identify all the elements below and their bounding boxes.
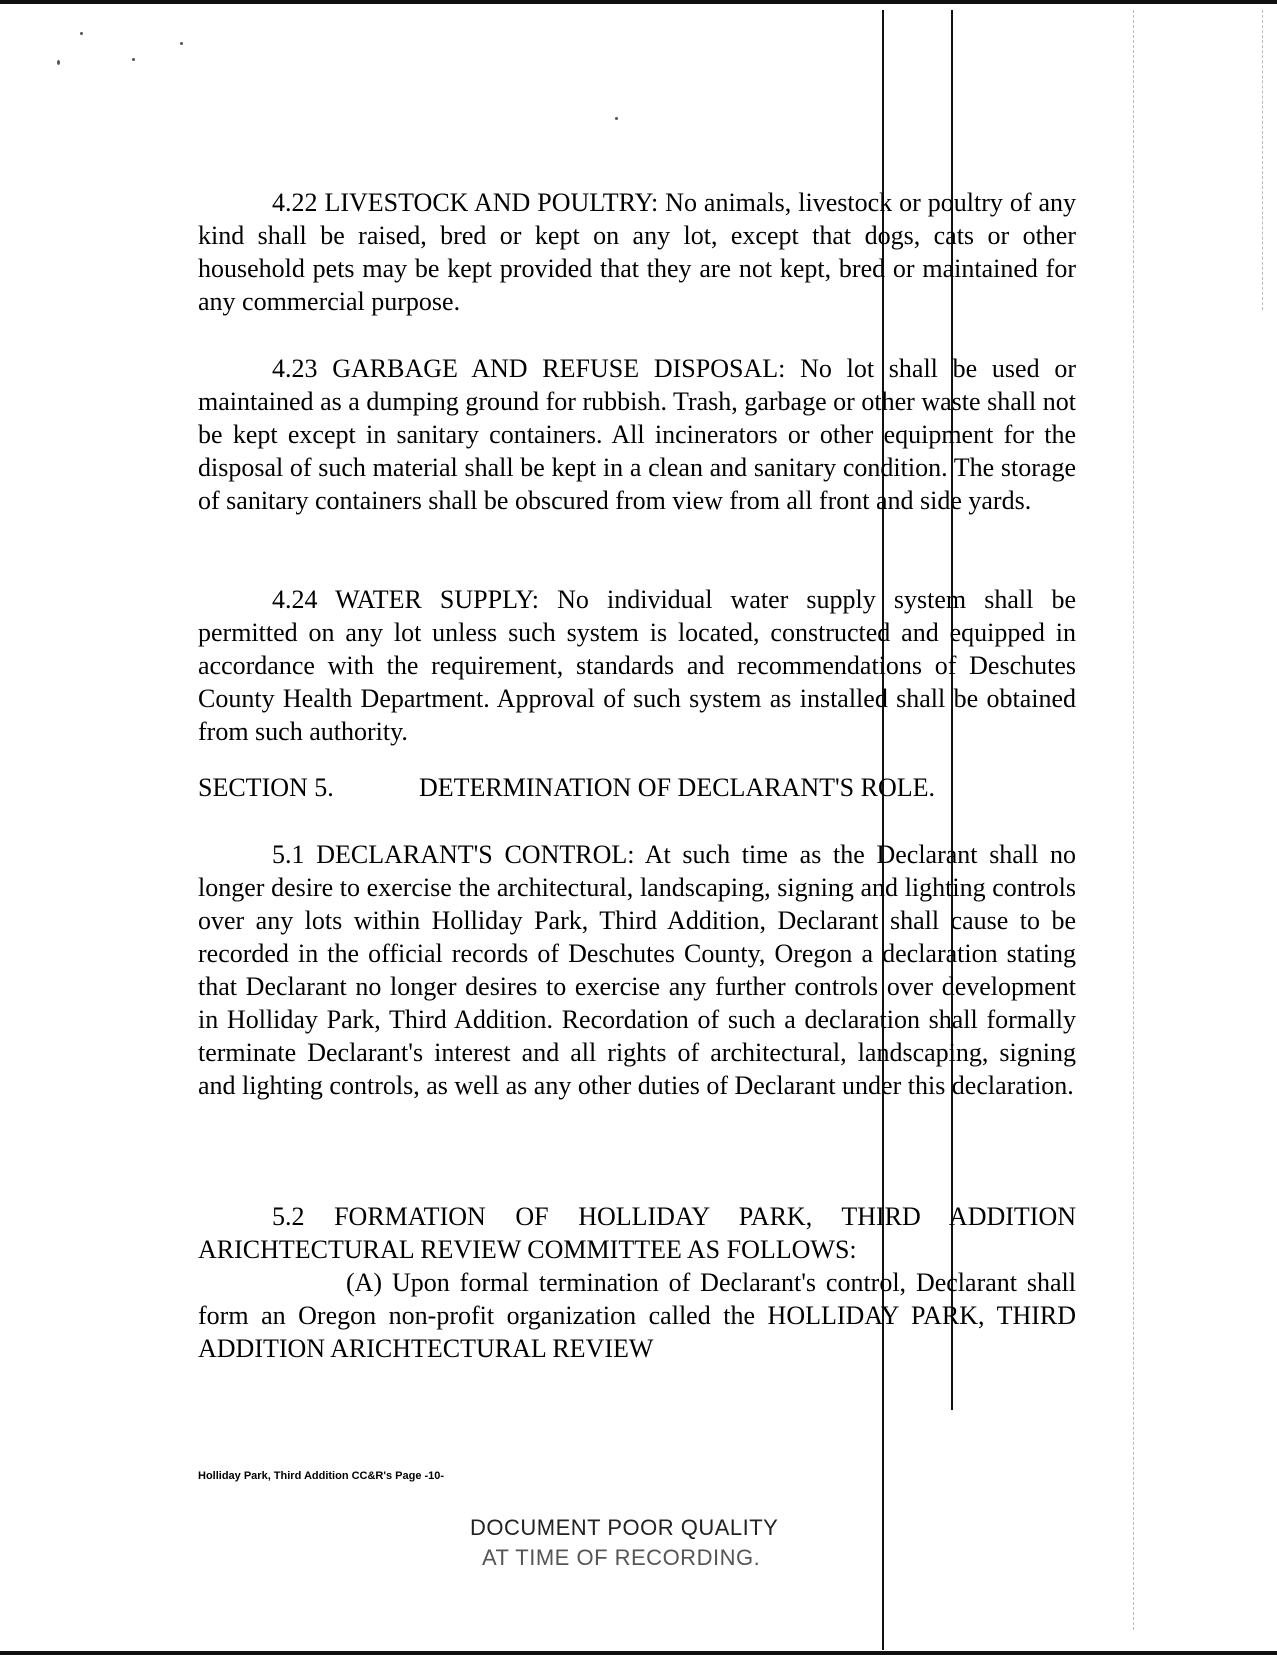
paragraph-4-22: [198, 186, 1076, 318]
garbage-paragraph: 4.23 GARBAGE AND REFUSE DISPOSAL: No lot shall be used or maintained as a dumping ground for rubbish. Trash, garbage or other waste shall not be kept except in sanitary containers. All incinerators or other equipment for the disposal of such material shall be kept in a clean and sanitary condition. The storage of sanitary containers shall be obscured from view from all front and side yards.: [198, 354, 1076, 515]
section-title: DETERMINATION OF DECLARANT'S ROLE.: [419, 773, 936, 802]
scan-border-bottom: [0, 1651, 1277, 1655]
scan-speck: [615, 117, 618, 120]
scan-artifact-dash: [1262, 10, 1263, 310]
paragraph-5-1: [198, 838, 1076, 1102]
scan-speck: [132, 58, 135, 61]
scan-border-top: [0, 0, 1277, 4]
stamp-line-2: AT TIME OF RECORDING.: [482, 1545, 761, 1570]
paragraph-5-2: [198, 1200, 1076, 1365]
scan-artifact-dash: [1133, 10, 1134, 1630]
stamp-line-1: DOCUMENT POOR QUALITY: [470, 1515, 779, 1540]
paragraph-4-23: [198, 352, 1076, 517]
livestock-paragraph: 4.22 LIVESTOCK AND POULTRY: No animals, livestock or poultry of any kind shall be raised, bred or kept on any lot, except that dogs, cats or other household pets may be kept provided that they are not kept, bred or maintained for any commercial purpose.: [198, 188, 1076, 316]
scan-speck: [180, 42, 183, 45]
water-supply-paragraph: 4.24 WATER SUPPLY: No individual water supply system shall be permitted on any lot unless such system is located, constructed and equipped in accordance with the requirement, standards and recommendations of Deschutes County Health Department. Approval of such system as installed shall be obtained from such authority.: [198, 585, 1076, 746]
page-footer: Holliday Park, Third Addition CC&R's Page -10-: [198, 1470, 445, 1482]
section-heading: [198, 773, 935, 803]
recording-stamp: [470, 1513, 778, 1573]
formation-clause-a: (A) Upon formal termination of Declarant's control, Declarant shall form an Oregon non-profit organization called the HOLLIDAY PARK, THIRD ADDITION ARICHTECTURAL REVIEW: [198, 1268, 1076, 1363]
scan-speck: [57, 60, 60, 65]
formation-heading: 5.2 FORMATION OF HOLLIDAY PARK, THIRD ADDITION ARICHTECTURAL REVIEW COMMITTEE AS FOLLOWS:: [198, 1202, 1076, 1264]
declarant-control-paragraph: 5.1 DECLARANT'S CONTROL: At such time as the Declarant shall no longer desire to exercise the architectural, landscaping, signing and lighting controls over any lots within Holliday Park, Third Addition, Declarant shall cause to be recorded in the official records of Deschutes County, Oregon a declaration stating that Declarant no longer desires to exercise any further controls over development in Holliday Park, Third Addition. Recordation of such a declaration shall formally terminate Declarant's interest and all rights of architectural, landscaping, signing and lighting controls, as well as any other duties of Declarant under this declaration.: [198, 840, 1076, 1100]
section-number: SECTION 5.: [198, 773, 334, 802]
scan-speck: [80, 32, 83, 35]
paragraph-4-24: [198, 583, 1076, 748]
